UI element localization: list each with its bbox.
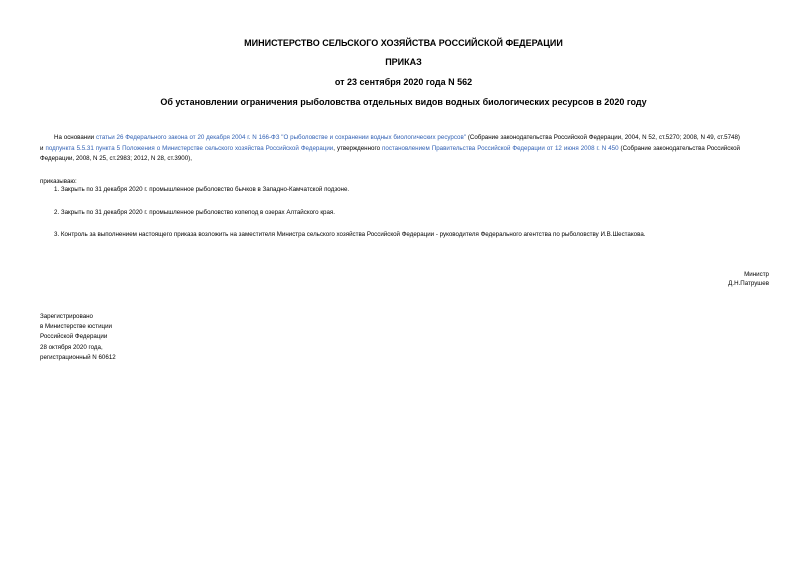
ministry-heading: МИНИСТЕРСТВО СЕЛЬСКОГО ХОЗЯЙСТВА РОССИЙСКОЙ ФЕДЕРАЦИИ bbox=[244, 38, 563, 48]
document-title: Об установлении ограничения рыболовства отдельных видов водных биологических ресурсов в 2020 году bbox=[160, 97, 647, 107]
registration-line: регистрационный N 60612 bbox=[40, 353, 116, 361]
intro-paragraph bbox=[40, 133, 740, 165]
registration-line: в Министерстве юстиции bbox=[40, 323, 113, 331]
intro-text-3: , утвержденного bbox=[333, 144, 383, 152]
order-item-1: 1. Закрыть по 31 декабря 2020 г. промышленное рыболовство бычков в Западно-Камчатской подзоне. bbox=[54, 186, 350, 193]
regulation-subclause-link[interactable]: подпункта 5.5.31 пункта 5 Положения о Министерстве сельского хозяйства Российской Федерации bbox=[45, 144, 334, 152]
order-word: приказываю: bbox=[40, 178, 77, 185]
signature-position: Министр bbox=[744, 271, 769, 278]
intro-text-1: На основании bbox=[54, 134, 96, 141]
intro-text-2: (Собрание законодательства Российской Федерации, 2004, N 52, ст.5270; 2008, N 49, ст.5748) и bbox=[40, 134, 740, 152]
registration-block bbox=[40, 312, 116, 363]
registration-line: Российской Федерации bbox=[40, 333, 108, 341]
intro-text-4: (Собрание законодательства Российской Федерации, 2008, N 25, ст.2983; 2012, N 28, ст.3900), bbox=[40, 144, 740, 163]
order-item-3: 3. Контроль за выполнением настоящего приказа возложить на заместителя Министра сельского хозяйства Российской Федерации - руководителя Федерального агентства по рыболовству И.В.Шестакова. bbox=[54, 231, 646, 238]
registration-line: 28 октября 2020 года, bbox=[40, 343, 103, 351]
order-item-2: 2. Закрыть по 31 декабря 2020 г. промышленное рыболовство копепод в озерах Алтайского края. bbox=[54, 209, 335, 216]
signature-name: Д.Н.Патрушев bbox=[728, 280, 769, 287]
document-type: ПРИКАЗ bbox=[385, 57, 422, 67]
law-article-link[interactable]: статьи 26 Федерального закона от 20 декабря 2004 г. N 166-ФЗ "О рыболовстве и сохранении водных биологических ресурсов" bbox=[95, 134, 466, 141]
government-resolution-link[interactable]: постановлением Правительства Российской Федерации от 12 июня 2008 г. N 450 bbox=[382, 144, 619, 152]
registration-line: Зарегистрировано bbox=[40, 313, 93, 320]
document-date-number: от 23 сентября 2020 года N 562 bbox=[334, 77, 473, 87]
